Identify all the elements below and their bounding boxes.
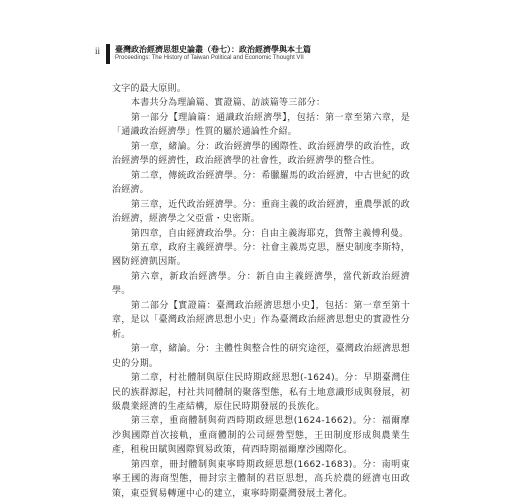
paragraph: 第四章，自由經濟政治學。分：自由主義海耶克，貨幣主義傅利曼。	[131, 228, 409, 239]
book-subtitle: Proceedings: The History of Taiwan Political and Economic Thought VII	[115, 55, 304, 61]
body-text	[112, 82, 410, 501]
paragraph: 第五章，政府主義經濟學。分：社會主義馬克思，歷史制度李斯特，國防經濟凱因斯。	[112, 242, 410, 268]
paragraph: 第六章，新政治經濟學。分：新自由主義經濟學，當代新政治經濟學。	[112, 271, 410, 297]
book-title: 臺灣政治經濟思想史論叢（卷七）：政治經濟學與本土篇	[115, 45, 311, 54]
page-number: ii	[95, 46, 101, 56]
header-accent-bar	[106, 44, 110, 64]
paragraph: 第二部分【實證篇：臺灣政治經濟思想小史】，包括：第一章至第十章，是以「臺灣政治經濟思想小史」作為臺灣政治經濟思想史的實證性分析。	[112, 300, 410, 340]
paragraph: 第一部分【理論篇：通識政治經濟學】，包括：第一章至第六章，是「通識政治經濟學」性質的屬於通論性介紹。	[112, 112, 410, 138]
paragraph: 第三章，近代政治經濟學。分：重商主義的政治經濟，重農學派的政治經濟，經濟學之父亞當・史密斯。	[112, 199, 410, 225]
running-header	[95, 44, 455, 74]
paragraph: 文字的最大原則。	[112, 84, 187, 94]
paragraph: 第三章，重商體制與荷西時期政經思想(1624-1662)。分：福爾摩沙與國際首次接軌，重商體制的公司經營型態，王田制度形成與農業生產，租稅田賦與國際貿易政策，荷西時期福爾摩沙國際化。	[112, 416, 410, 456]
paragraph: 本書共分為理論篇、實證篇、訪談篇等三部分：	[131, 98, 326, 109]
paragraph: 第一章，緒論。分：政治經濟學的國際性、政治經濟學的政治性，政治經濟學的經濟性，政治經濟學的社會性，政治經濟學的整合性。	[112, 141, 410, 167]
paragraph: 第四章，冊封體制與東寧時期政經思想(1662-1683)。分：南明東寧王國的海商型態，冊封宗主體制的君臣思想，高兵於農的經濟屯田政策，東亞貿易轉運中心的建立，東寧時期臺灣發展土著化。	[112, 459, 410, 499]
paragraph: 第一章，緒論。分：主體性與整合性的研究途徑，臺灣政治經濟思想史的分期。	[112, 344, 410, 369]
paragraph: 第二章，傳統政治經濟學。分：希臘羅馬的政治經濟，中古世紀的政治經濟。	[112, 170, 410, 196]
paragraph: 第二章，村社體制與原住民時期政經思想(-1624)。分：早期臺灣住民的族群源起，村社共同體制的聚落型態，私有土地意識形成與發展，初級農業經濟的生產結構，原住民時期發展的長族化。	[112, 373, 410, 412]
